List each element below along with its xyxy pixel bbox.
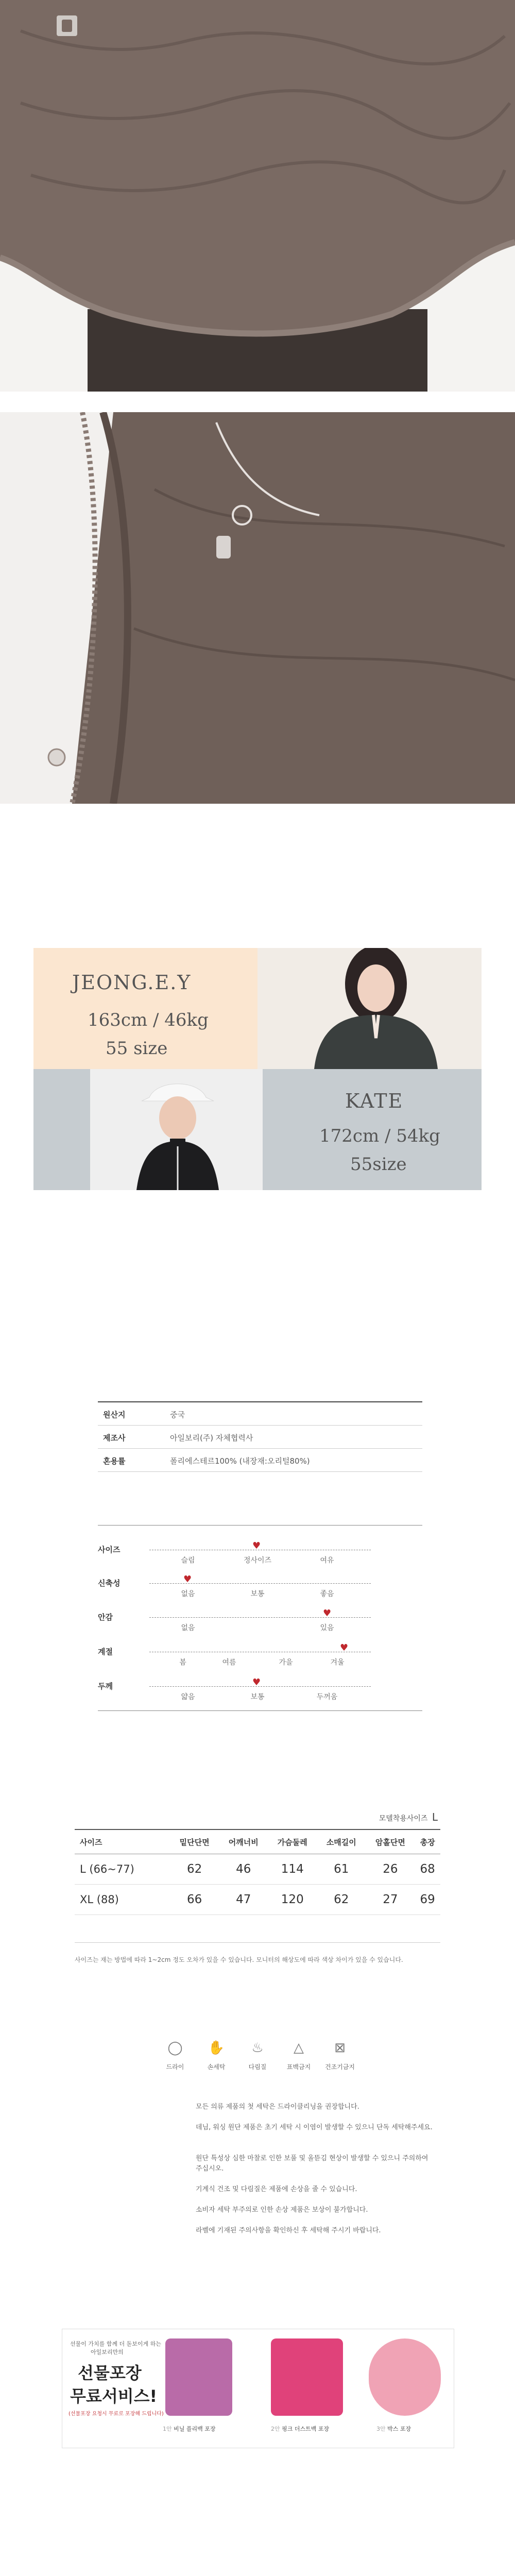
- iron-icon: ♨: [251, 2040, 264, 2056]
- material-row: [98, 1449, 422, 1472]
- fit-option: 얇음: [181, 1693, 195, 1701]
- size-cell: XL (88): [75, 1885, 170, 1915]
- fit-label: 계절: [98, 1647, 113, 1656]
- fit-line: [149, 1583, 371, 1584]
- care-note: 라벨에 기재된 주의사항을 확인하신 후 세탁해 주시기 바랍니다.: [196, 2227, 381, 2234]
- dry-clean-icon: ◯: [167, 2040, 183, 2056]
- table-row: [75, 1854, 440, 1885]
- gift-wrap-banner: [62, 2329, 454, 2448]
- fit-scale-bottom-border: [98, 1710, 422, 1711]
- care-note: 모든 의류 제품의 첫 세탁은 드라이클리닝을 권장합니다.: [196, 2103, 359, 2111]
- size-cell: 46: [219, 1854, 268, 1885]
- fit-scale-top-border: [98, 1525, 422, 1526]
- material-value: 중국: [170, 1410, 185, 1419]
- gift-option: [376, 2425, 411, 2433]
- model-size: 55size: [350, 1154, 407, 1175]
- care-item: [196, 2038, 237, 2071]
- model-name: JEONG.E.Y: [72, 971, 192, 994]
- gift-option-num: 1안: [163, 2426, 172, 2432]
- care-item: [319, 2038, 360, 2071]
- size-cell: 27: [366, 1885, 415, 1915]
- gift-option: [271, 2425, 329, 2433]
- gift-option-photo: [165, 2338, 232, 2416]
- material-value: 폴리에스테르100% (내장재:오리털80%): [170, 1456, 310, 1466]
- fit-option: 두꺼움: [316, 1693, 338, 1701]
- gift-caption: (선물포장 요청시 무료로 포장해 드립니다): [68, 2411, 164, 2417]
- gift-line1: 선물이 가치를 함께 더 돋보이게 하는: [70, 2341, 161, 2347]
- size-header: 소매길이: [317, 1829, 366, 1854]
- size-header: 암홀단면: [366, 1829, 415, 1854]
- model-photo-kate: [90, 1069, 263, 1190]
- size-cell: 62: [317, 1885, 366, 1915]
- selected-heart-icon: ♥: [252, 1677, 261, 1688]
- gift-option-label: 핑크 더스트백 포장: [282, 2426, 330, 2432]
- model-photo-jeong: [258, 948, 482, 1069]
- material-value: 아일보리(주) 자체협력사: [170, 1433, 253, 1443]
- fit-option: 가을: [279, 1658, 293, 1667]
- fit-label: 신축성: [98, 1579, 121, 1588]
- size-cell: 62: [170, 1854, 219, 1885]
- material-row: [98, 1426, 422, 1449]
- care-note: 기계식 건조 및 다림질은 제품에 손상을 줄 수 있습니다.: [196, 2185, 357, 2193]
- fit-option: 겨울: [330, 1658, 345, 1667]
- gift-option: [163, 2425, 216, 2433]
- fit-label: 안감: [98, 1613, 113, 1622]
- gift-option-label: 박스 포장: [387, 2426, 411, 2432]
- fit-option: 여유: [320, 1556, 334, 1565]
- care-item: [237, 2038, 278, 2071]
- no-bleach-icon: △: [294, 2040, 304, 2056]
- no-dryer-icon: ⊠: [334, 2040, 346, 2056]
- fit-line: [149, 1617, 371, 1618]
- table-row: [75, 1885, 440, 1915]
- fit-label: 두께: [98, 1682, 113, 1691]
- care-label: 표백금지: [286, 2063, 311, 2071]
- fit-label: 사이즈: [98, 1545, 121, 1554]
- material-key: 원산지: [103, 1410, 126, 1419]
- selected-heart-icon: ♥: [183, 1574, 192, 1585]
- gift-option-photo: [369, 2338, 441, 2416]
- care-label: 다림질: [248, 2063, 267, 2071]
- fit-option: 슬림: [181, 1556, 195, 1565]
- model-name: KATE: [345, 1090, 404, 1112]
- care-note: 원단 특성상 심한 마찰로 인한 보풀 및 올뜯김 현상이 발생할 수 있으니 주의하여 주십시오.: [196, 2155, 428, 2173]
- size-header: 밑단단면: [170, 1829, 219, 1854]
- care-note: 소비자 세탁 부주의로 인한 손상 제품은 보상이 불가합니다.: [196, 2206, 368, 2214]
- size-cell: L (66~77): [75, 1854, 170, 1885]
- size-cell: 120: [268, 1885, 317, 1915]
- gift-option-num: 3안: [376, 2426, 386, 2432]
- size-cell: 47: [219, 1885, 268, 1915]
- fit-option: 좋음: [320, 1590, 334, 1598]
- fit-option: 보통: [250, 1693, 265, 1701]
- fit-option: 있음: [320, 1624, 334, 1632]
- gift-title: 무료서비스!: [70, 2386, 158, 2406]
- size-header: 어깨너비: [219, 1829, 268, 1854]
- fit-option: 없음: [181, 1624, 195, 1632]
- product-photo-hem: [0, 0, 515, 392]
- material-key: 혼용률: [103, 1456, 126, 1466]
- care-item: [278, 2038, 319, 2071]
- model-size-label: [379, 1811, 438, 1823]
- gift-title: 선물포장: [78, 2363, 142, 2383]
- fit-option: 없음: [181, 1590, 195, 1598]
- size-note: 사이즈는 재는 방법에 따라 1~2cm 정도 오차가 있을 수 있습니다. 모니터의 해상도에 따라 색상 차이가 있을 수 있습니다.: [75, 1956, 403, 1963]
- model-height-weight: 172cm / 54kg: [319, 1126, 440, 1146]
- fit-option: 여름: [222, 1658, 236, 1667]
- care-label: 드라이: [166, 2063, 184, 2071]
- selected-heart-icon: ♥: [323, 1608, 332, 1619]
- model-size: 55 size: [106, 1038, 168, 1059]
- size-header: 사이즈: [75, 1829, 170, 1854]
- size-cell: 66: [170, 1885, 219, 1915]
- fit-option: 정사이즈: [243, 1556, 272, 1565]
- care-label: 손세탁: [207, 2063, 226, 2071]
- model-size-caption: 모델착용사이즈: [379, 1815, 428, 1823]
- care-label: 건조기금지: [325, 2063, 355, 2071]
- material-key: 제조사: [103, 1433, 126, 1443]
- fit-option: 봄: [179, 1658, 186, 1667]
- care-note: 데님, 워싱 원단 제품은 초기 세탁 시 이염이 발생할 수 있으니 단독 세탁해주세요.: [196, 2124, 433, 2131]
- selected-heart-icon: ♥: [252, 1540, 261, 1551]
- model-size-value: L: [432, 1811, 438, 1823]
- product-photo-zipper: [0, 412, 515, 804]
- gift-option-label: 비닐 플리백 포장: [174, 2426, 216, 2432]
- size-cell: 114: [268, 1854, 317, 1885]
- care-item: [154, 2038, 196, 2071]
- size-cell: 69: [415, 1885, 440, 1915]
- size-cell: 68: [415, 1854, 440, 1885]
- size-cell: 26: [366, 1854, 415, 1885]
- size-table: [75, 1829, 440, 1915]
- gift-option-num: 2안: [271, 2426, 280, 2432]
- size-cell: 61: [317, 1854, 366, 1885]
- fit-option: 보통: [250, 1590, 265, 1598]
- selected-heart-icon: ♥: [340, 1642, 349, 1653]
- hand-wash-icon: ✋: [208, 2040, 225, 2056]
- material-row: [98, 1402, 422, 1426]
- size-table-divider: [75, 1942, 440, 1943]
- size-header: 총장: [415, 1829, 440, 1854]
- size-header: 가슴둘레: [268, 1829, 317, 1854]
- gift-line2: 아일보리만의: [91, 2349, 124, 2355]
- gift-option-photo: [271, 2338, 343, 2416]
- model-height-weight: 163cm / 46kg: [88, 1010, 209, 1030]
